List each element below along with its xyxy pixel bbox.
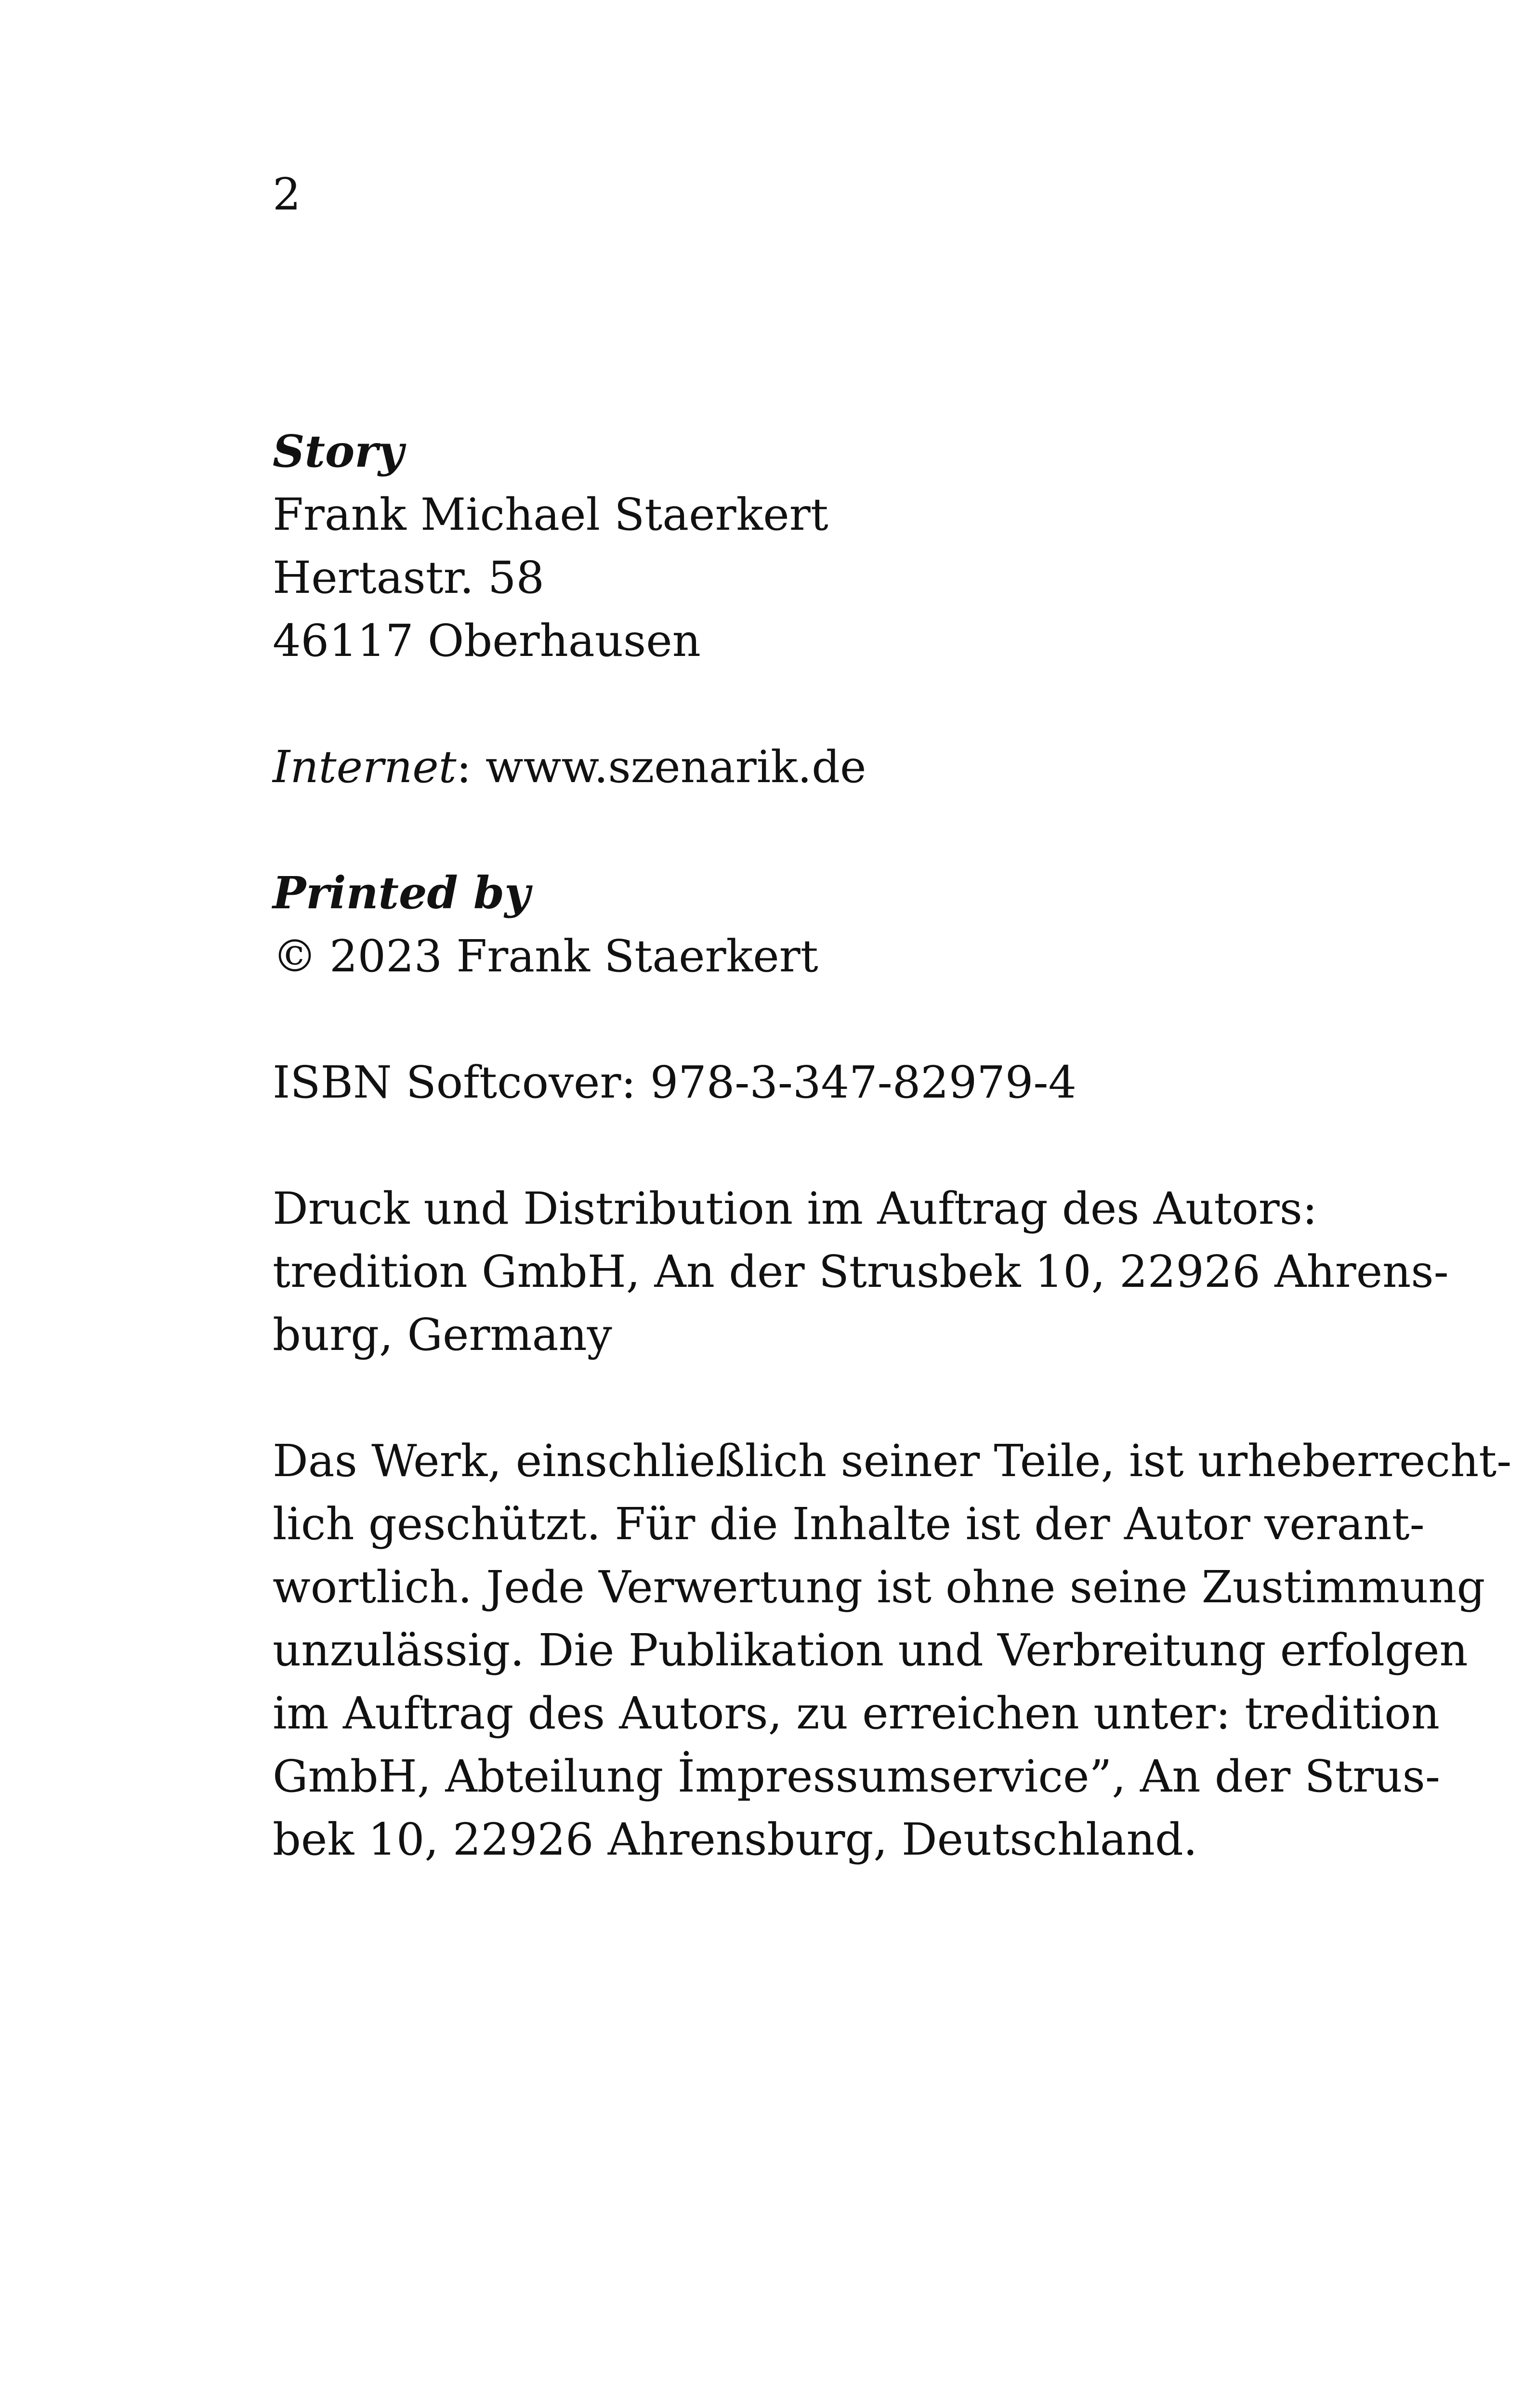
spacer bbox=[273, 1366, 1332, 1429]
legal-line: Das Werk, einschließlich seiner Teile, ist urheberrecht- bbox=[273, 1435, 1512, 1487]
isbn-line: ISBN Softcover: 978-3-347-82979-4 bbox=[273, 1057, 1077, 1108]
page-number: 2 bbox=[273, 169, 301, 220]
spacer bbox=[273, 798, 1332, 862]
legal-line: lich geschützt. Für die Inhalte ist der Autor verant- bbox=[273, 1498, 1425, 1550]
story-heading: Story bbox=[273, 425, 404, 477]
imprint-block bbox=[273, 420, 1512, 1871]
distribution-line: burg, Germany bbox=[273, 1309, 612, 1361]
spacer bbox=[273, 988, 1332, 1051]
copyright-text: 2023 Frank Staerkert bbox=[329, 930, 818, 982]
spacer bbox=[273, 672, 1332, 735]
spacer bbox=[273, 1114, 1332, 1177]
distribution-line: tredition GmbH, An der Strusbek 10, 22926 Ahrens- bbox=[273, 1246, 1449, 1297]
legal-line: im Auftrag des Autors, zu erreichen unter: tredition bbox=[273, 1688, 1440, 1739]
internet-separator: : bbox=[456, 741, 472, 793]
internet-url: www.szenarik.de bbox=[485, 741, 866, 793]
author-city: 46117 Oberhausen bbox=[273, 615, 701, 667]
author-street: Hertastr. 58 bbox=[273, 552, 545, 603]
legal-line: GmbH, Abteilung İmpressumservice”, An der Strus- bbox=[273, 1751, 1440, 1802]
copyright-line bbox=[273, 925, 1332, 988]
copyright-icon: © bbox=[273, 930, 317, 982]
legal-line: bek 10, 22926 Ahrensburg, Deutschland. bbox=[273, 1814, 1197, 1865]
printed-by-heading: Printed by bbox=[273, 867, 530, 919]
distribution-line: Druck und Distribution im Auftrag des Autors: bbox=[273, 1183, 1317, 1234]
legal-line: wortlich. Jede Verwertung ist ohne seine Zustimmung bbox=[273, 1561, 1485, 1613]
internet-label: Internet bbox=[273, 741, 457, 793]
internet-line bbox=[273, 735, 1332, 798]
author-name: Frank Michael Staerkert bbox=[273, 489, 828, 540]
legal-line: unzulässig. Die Publikation und Verbreitung erfolgen bbox=[273, 1624, 1468, 1676]
